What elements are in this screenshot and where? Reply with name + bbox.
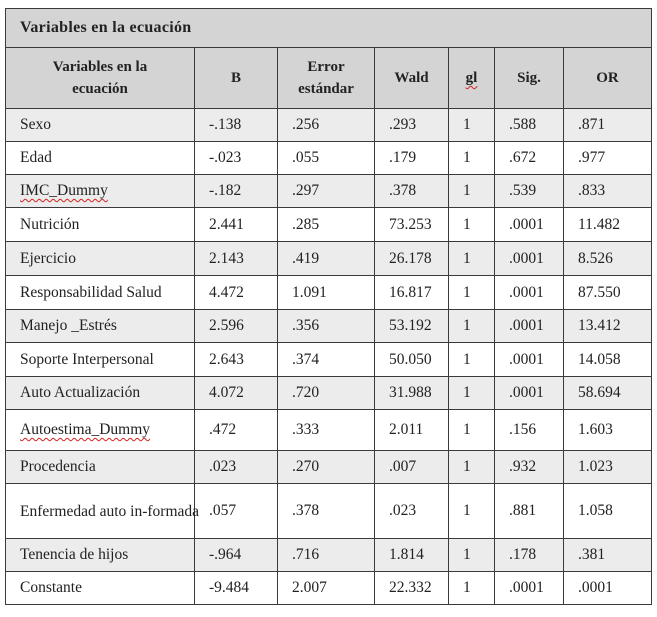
cell-or: 14.058 — [564, 343, 652, 377]
variable-name-cell: Sexo — [6, 109, 195, 142]
header-error: Error estándar — [278, 48, 375, 109]
cell-se: .378 — [278, 484, 375, 539]
cell-b: -.138 — [195, 109, 278, 142]
cell-se: .716 — [278, 539, 375, 572]
cell-se: .270 — [278, 451, 375, 484]
cell-sig: .0001 — [495, 276, 564, 310]
table-body — [6, 109, 652, 605]
table-row — [6, 208, 652, 242]
cell-gl: 1 — [449, 451, 495, 484]
table-row — [6, 539, 652, 572]
cell-se: 2.007 — [278, 572, 375, 605]
cell-se: .374 — [278, 343, 375, 377]
cell-b: -9.484 — [195, 572, 278, 605]
cell-or: 1.023 — [564, 451, 652, 484]
variable-name-cell: Edad — [6, 142, 195, 175]
cell-se: .256 — [278, 109, 375, 142]
cell-or: 13.412 — [564, 310, 652, 343]
cell-b: 4.472 — [195, 276, 278, 310]
cell-b: .023 — [195, 451, 278, 484]
variable-name-text: Autoestima_Dummy — [20, 421, 151, 438]
cell-b: -.182 — [195, 175, 278, 208]
cell-b: 2.596 — [195, 310, 278, 343]
table-row — [6, 242, 652, 276]
cell-wald: 22.332 — [375, 572, 449, 605]
table-row — [6, 109, 652, 142]
cell-sig: .0001 — [495, 572, 564, 605]
cell-or: 87.550 — [564, 276, 652, 310]
cell-or: .381 — [564, 539, 652, 572]
variable-name-cell: Responsabilidad Salud — [6, 276, 195, 310]
variable-name-cell — [6, 175, 195, 208]
cell-se: .055 — [278, 142, 375, 175]
table-row — [6, 276, 652, 310]
cell-wald: 1.814 — [375, 539, 449, 572]
table-row — [6, 343, 652, 377]
cell-wald: .007 — [375, 451, 449, 484]
header-b: B — [195, 48, 278, 109]
cell-b: .057 — [195, 484, 278, 539]
variable-name-cell — [6, 410, 195, 451]
cell-wald: 53.192 — [375, 310, 449, 343]
cell-wald: 26.178 — [375, 242, 449, 276]
cell-sig: .156 — [495, 410, 564, 451]
cell-se: .297 — [278, 175, 375, 208]
variable-name-cell: Constante — [6, 572, 195, 605]
variable-name-cell: Enfermedad auto in-formada — [6, 484, 195, 539]
cell-gl: 1 — [449, 175, 495, 208]
cell-gl: 1 — [449, 208, 495, 242]
variables-table — [5, 8, 652, 605]
cell-gl: 1 — [449, 410, 495, 451]
table-title: Variables en la ecuación — [6, 9, 652, 48]
cell-or: 1.058 — [564, 484, 652, 539]
header-wald: Wald — [375, 48, 449, 109]
cell-b: 2.441 — [195, 208, 278, 242]
cell-gl: 1 — [449, 484, 495, 539]
cell-wald: .378 — [375, 175, 449, 208]
header-variables: Variables en la ecuación — [6, 48, 195, 109]
cell-b: -.964 — [195, 539, 278, 572]
cell-sig: .881 — [495, 484, 564, 539]
cell-gl: 1 — [449, 142, 495, 175]
cell-sig: .0001 — [495, 343, 564, 377]
cell-sig: .178 — [495, 539, 564, 572]
cell-wald: 50.050 — [375, 343, 449, 377]
variable-name-cell: Soporte Interpersonal — [6, 343, 195, 377]
variable-name-cell: Auto Actualización — [6, 377, 195, 410]
header-row — [6, 48, 652, 109]
cell-b: -.023 — [195, 142, 278, 175]
cell-wald: .179 — [375, 142, 449, 175]
cell-or: 11.482 — [564, 208, 652, 242]
variable-name-text: IMC_Dummy — [20, 182, 108, 199]
cell-se: .285 — [278, 208, 375, 242]
header-gl-text: gl — [465, 70, 478, 86]
cell-b: 4.072 — [195, 377, 278, 410]
cell-b: 2.143 — [195, 242, 278, 276]
cell-wald: 73.253 — [375, 208, 449, 242]
variable-name-cell: Procedencia — [6, 451, 195, 484]
cell-wald: 2.011 — [375, 410, 449, 451]
cell-or: 1.603 — [564, 410, 652, 451]
cell-gl: 1 — [449, 310, 495, 343]
cell-se: .333 — [278, 410, 375, 451]
cell-or: .833 — [564, 175, 652, 208]
cell-b: 2.643 — [195, 343, 278, 377]
cell-wald: 16.817 — [375, 276, 449, 310]
cell-sig: .539 — [495, 175, 564, 208]
cell-gl: 1 — [449, 242, 495, 276]
cell-se: 1.091 — [278, 276, 375, 310]
table-row — [6, 142, 652, 175]
cell-sig: .672 — [495, 142, 564, 175]
cell-b: .472 — [195, 410, 278, 451]
cell-gl: 1 — [449, 276, 495, 310]
table-row — [6, 175, 652, 208]
cell-se: .720 — [278, 377, 375, 410]
cell-gl: 1 — [449, 572, 495, 605]
header-gl — [449, 48, 495, 109]
cell-se: .356 — [278, 310, 375, 343]
variable-name-cell: Nutrición — [6, 208, 195, 242]
cell-or: 58.694 — [564, 377, 652, 410]
cell-wald: .023 — [375, 484, 449, 539]
cell-or: .0001 — [564, 572, 652, 605]
cell-sig: .588 — [495, 109, 564, 142]
table-row — [6, 484, 652, 539]
header-or: OR — [564, 48, 652, 109]
cell-wald: 31.988 — [375, 377, 449, 410]
cell-gl: 1 — [449, 539, 495, 572]
cell-wald: .293 — [375, 109, 449, 142]
cell-gl: 1 — [449, 377, 495, 410]
cell-sig: .0001 — [495, 310, 564, 343]
table-row — [6, 572, 652, 605]
table-row — [6, 451, 652, 484]
table-row — [6, 377, 652, 410]
cell-gl: 1 — [449, 343, 495, 377]
cell-or: .977 — [564, 142, 652, 175]
cell-or: .871 — [564, 109, 652, 142]
cell-sig: .932 — [495, 451, 564, 484]
cell-sig: .0001 — [495, 377, 564, 410]
table-row — [6, 310, 652, 343]
cell-se: .419 — [278, 242, 375, 276]
variable-name-cell: Ejercicio — [6, 242, 195, 276]
header-sig: Sig. — [495, 48, 564, 109]
variable-name-cell: Tenencia de hijos — [6, 539, 195, 572]
table-row — [6, 410, 652, 451]
cell-or: 8.526 — [564, 242, 652, 276]
variable-name-cell: Manejo _Estrés — [6, 310, 195, 343]
cell-gl: 1 — [449, 109, 495, 142]
cell-sig: .0001 — [495, 208, 564, 242]
cell-sig: .0001 — [495, 242, 564, 276]
